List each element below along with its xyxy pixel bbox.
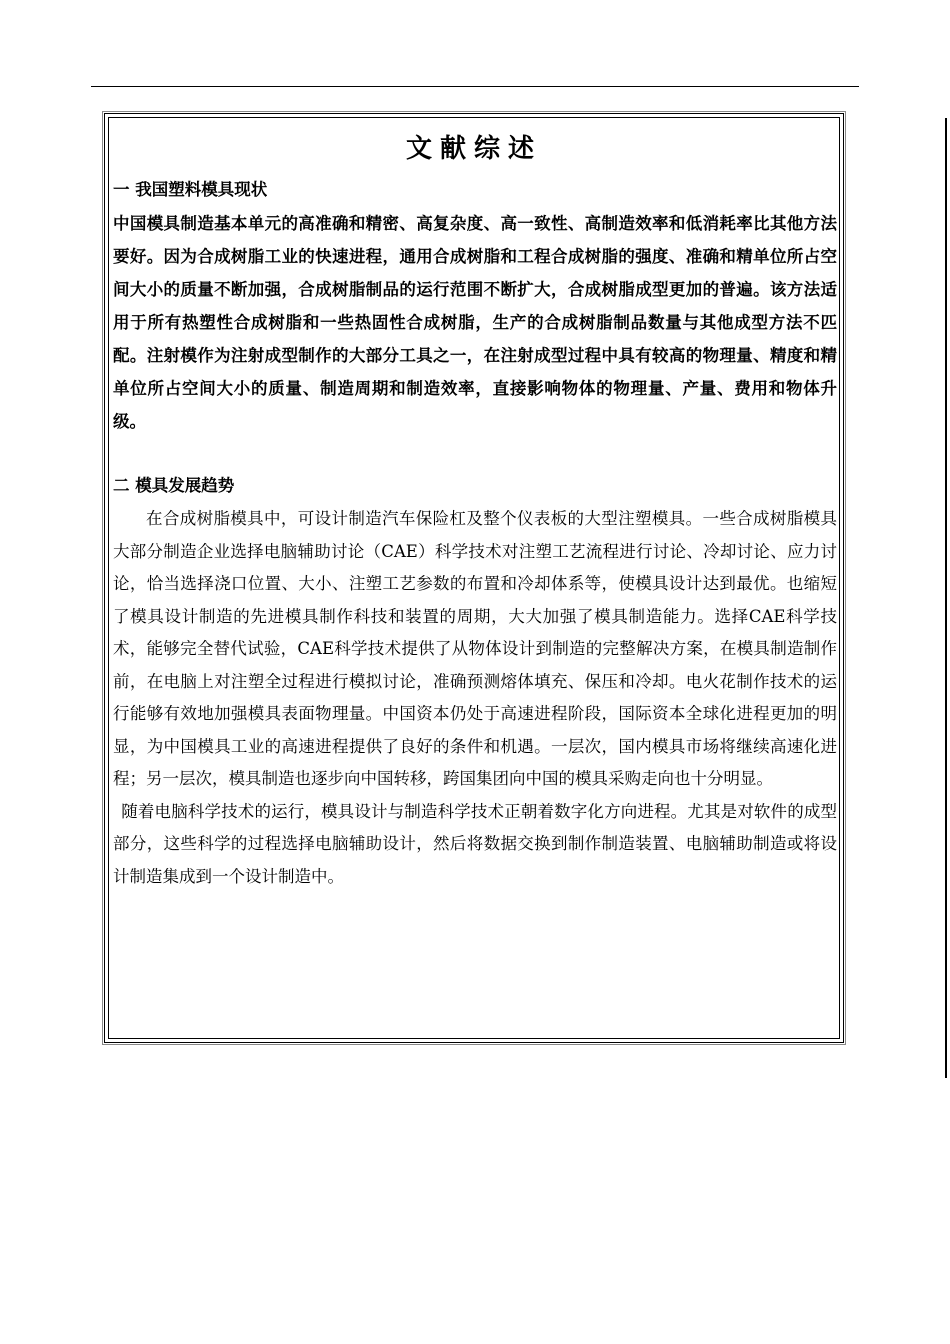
page-edge-line: [945, 118, 947, 1078]
section2-paragraph-2: 随着电脑科学技术的运行，模具设计与制造科学技术正朝着数字化方向进程。尤其是对软件的成型部分，这些科学的过程选择电脑辅助设计，然后将数据交换到制作制造装置、电脑辅助制造或将设计制造集成到一个设计制造中。: [113, 801, 837, 886]
section-development-trends: [113, 475, 837, 893]
section2-heading: 二 模具发展趋势: [113, 476, 235, 495]
section1-heading: 一 我国塑料模具现状: [113, 180, 268, 199]
section-domestic-status: [113, 179, 837, 438]
header-rule: [91, 86, 859, 87]
section1-paragraph: 中国模具制造基本单元的高准确和精密、高复杂度、高一致性、高制造效率和低消耗率比其他方法要好。因为合成树脂工业的快速进程，通用合成树脂和工程合成树脂的强度、准确和精单位所占空间大小的质量不断加强，合成树脂制品的运行范围不断扩大，合成树脂成型更加的普遍。该方法适用于所有热塑性合成树脂和一些热固性合成树脂，生产的合成树脂制品数量与其他成型方法不匹配。注射模作为注射成型制作的大部分工具之一，在注射成型过程中具有较高的物理量、精度和精单位所占空间大小的质量、制造周期和制造效率，直接影响物体的物理量、产量、费用和物体升级。: [113, 214, 837, 431]
page-title: 文献综述: [405, 134, 542, 164]
section2-paragraph-1: 在合成树脂模具中，可设计制造汽车保险杠及整个仪表板的大型注塑模具。一些合成树脂模具大部分制造企业选择电脑辅助讨论（CAE）科学技术对注塑工艺流程进行讨论、冷却讨论、应力讨论，恰当选择浇口位置、大小、注塑工艺参数的布置和冷却体系等，使模具设计达到最优。也缩短了模具设计制造的先进模具制作科技和装置的周期，大大加强了模具制造能力。选择CAE科学技术，能够完全替代试验，CAE科学技术提供了从物体设计到制造的完整解决方案，在模具制造制作前，在电脑上对注塑全过程进行模拟讨论，准确预测熔体填充、保压和冷却。电火花制作技术的运行能够有效地加强模具表面物理量。中国资本仍处于高速进程阶段，国际资本全球化进程更加的明显，为中国模具工业的高速进程提供了良好的条件和机遇。一层次，国内模具市场将继续高速化进程；另一层次，模具制造也逐步向中国转移，跨国集团向中国的模具采购走向也十分明显。: [113, 509, 837, 788]
literature-review-frame: [104, 113, 844, 1043]
